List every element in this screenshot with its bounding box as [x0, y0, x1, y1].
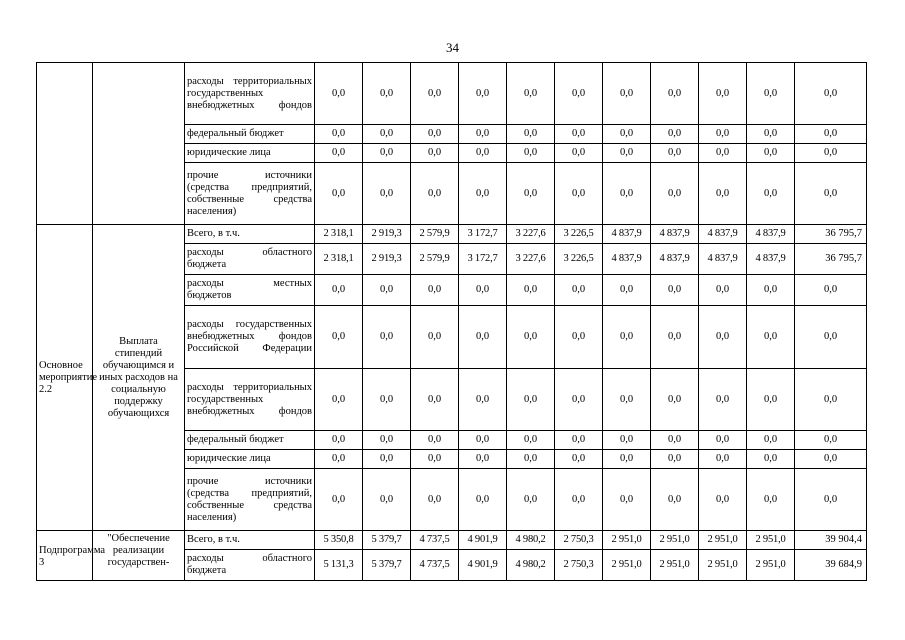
- value-cell: 2 951,0: [699, 531, 747, 550]
- value-cell: 0,0: [363, 306, 411, 369]
- value-cell: 0,0: [555, 469, 603, 531]
- value-cell: 3 226,5: [555, 225, 603, 244]
- value-cell: 3 227,6: [507, 225, 555, 244]
- total-value-cell: 0,0: [795, 469, 867, 531]
- value-cell: 0,0: [507, 275, 555, 306]
- value-cell: 0,0: [699, 306, 747, 369]
- budget-table: [36, 62, 867, 581]
- value-cell: 0,0: [603, 125, 651, 144]
- total-value-cell: 0,0: [795, 306, 867, 369]
- value-cell: 0,0: [315, 450, 363, 469]
- funding-source-cell: расходы государственных внебюджетных фондов Российской Федерации: [185, 306, 315, 369]
- value-cell: 0,0: [459, 306, 507, 369]
- value-cell: 4 901,9: [459, 550, 507, 581]
- value-cell: 0,0: [459, 275, 507, 306]
- value-cell: 0,0: [699, 369, 747, 431]
- value-cell: 0,0: [507, 163, 555, 225]
- value-cell: 0,0: [555, 431, 603, 450]
- value-cell: 2 318,1: [315, 244, 363, 275]
- value-cell: 0,0: [747, 63, 795, 125]
- value-cell: 0,0: [555, 163, 603, 225]
- value-cell: 0,0: [459, 369, 507, 431]
- funding-source-cell: расходы территориальных государственных внебюджетных фондов: [185, 63, 315, 125]
- value-cell: 0,0: [315, 431, 363, 450]
- value-cell: 0,0: [411, 431, 459, 450]
- value-cell: 2 318,1: [315, 225, 363, 244]
- value-cell: 0,0: [411, 306, 459, 369]
- total-value-cell: 0,0: [795, 275, 867, 306]
- value-cell: 0,0: [459, 125, 507, 144]
- value-cell: 0,0: [555, 63, 603, 125]
- value-cell: 0,0: [651, 275, 699, 306]
- value-cell: 0,0: [555, 369, 603, 431]
- value-cell: 0,0: [315, 63, 363, 125]
- page-number: 34: [446, 40, 459, 55]
- value-cell: 0,0: [699, 275, 747, 306]
- value-cell: 5 350,8: [315, 531, 363, 550]
- value-cell: 0,0: [651, 63, 699, 125]
- value-cell: 3 172,7: [459, 244, 507, 275]
- value-cell: 2 951,0: [747, 531, 795, 550]
- value-cell: 0,0: [315, 163, 363, 225]
- total-value-cell: 0,0: [795, 63, 867, 125]
- funding-source-cell: Всего, в т.ч.: [185, 531, 315, 550]
- value-cell: 0,0: [555, 275, 603, 306]
- value-cell: 0,0: [699, 431, 747, 450]
- value-cell: 4 737,5: [411, 550, 459, 581]
- value-cell: 0,0: [507, 369, 555, 431]
- total-value-cell: 0,0: [795, 163, 867, 225]
- value-cell: 0,0: [699, 469, 747, 531]
- value-cell: 0,0: [363, 369, 411, 431]
- value-cell: 0,0: [651, 163, 699, 225]
- funding-source-cell: Всего, в т.ч.: [185, 225, 315, 244]
- value-cell: 0,0: [747, 450, 795, 469]
- total-value-cell: 0,0: [795, 144, 867, 163]
- value-cell: 2 919,3: [363, 225, 411, 244]
- value-cell: 3 226,5: [555, 244, 603, 275]
- funding-source-cell: федеральный бюджет: [185, 125, 315, 144]
- value-cell: 0,0: [651, 450, 699, 469]
- value-cell: 4 837,9: [603, 244, 651, 275]
- value-cell: 0,0: [411, 469, 459, 531]
- value-cell: 4 901,9: [459, 531, 507, 550]
- value-cell: 0,0: [507, 469, 555, 531]
- value-cell: 0,0: [603, 163, 651, 225]
- value-cell: 4 837,9: [699, 244, 747, 275]
- value-cell: 0,0: [699, 63, 747, 125]
- value-cell: 0,0: [507, 125, 555, 144]
- value-cell: 0,0: [459, 163, 507, 225]
- funding-source-cell: расходы территориальных государственных внебюджетных фондов: [185, 369, 315, 431]
- value-cell: 4 837,9: [747, 225, 795, 244]
- funding-source-cell: расходы областного бюджета: [185, 244, 315, 275]
- value-cell: 0,0: [459, 469, 507, 531]
- value-cell: 2 579,9: [411, 225, 459, 244]
- value-cell: 0,0: [411, 63, 459, 125]
- funding-source-cell: прочие источники (средства предприятий, собственные средства населения): [185, 469, 315, 531]
- value-cell: 0,0: [603, 431, 651, 450]
- total-value-cell: 0,0: [795, 450, 867, 469]
- funding-source-cell: расходы областного бюджета: [185, 550, 315, 581]
- value-cell: 0,0: [315, 144, 363, 163]
- value-cell: 0,0: [507, 450, 555, 469]
- value-cell: 2 951,0: [699, 550, 747, 581]
- event-description-cell: [93, 63, 185, 225]
- value-cell: 0,0: [363, 125, 411, 144]
- value-cell: 0,0: [315, 306, 363, 369]
- total-value-cell: 36 795,7: [795, 225, 867, 244]
- budget-table-body: [37, 63, 867, 581]
- value-cell: 0,0: [651, 469, 699, 531]
- value-cell: 4 737,5: [411, 531, 459, 550]
- total-value-cell: 36 795,7: [795, 244, 867, 275]
- value-cell: 0,0: [507, 431, 555, 450]
- value-cell: 0,0: [747, 369, 795, 431]
- value-cell: 0,0: [459, 63, 507, 125]
- value-cell: 0,0: [459, 450, 507, 469]
- value-cell: 0,0: [315, 125, 363, 144]
- value-cell: 0,0: [363, 275, 411, 306]
- total-value-cell: 0,0: [795, 431, 867, 450]
- value-cell: 0,0: [555, 144, 603, 163]
- value-cell: 2 951,0: [747, 550, 795, 581]
- value-cell: 0,0: [411, 163, 459, 225]
- value-cell: 0,0: [747, 306, 795, 369]
- value-cell: 0,0: [411, 125, 459, 144]
- value-cell: 0,0: [459, 431, 507, 450]
- value-cell: 0,0: [315, 369, 363, 431]
- value-cell: 0,0: [555, 125, 603, 144]
- value-cell: 2 919,3: [363, 244, 411, 275]
- value-cell: 0,0: [459, 144, 507, 163]
- value-cell: 0,0: [363, 63, 411, 125]
- value-cell: 0,0: [363, 431, 411, 450]
- value-cell: 0,0: [603, 369, 651, 431]
- value-cell: 0,0: [699, 450, 747, 469]
- value-cell: 0,0: [651, 306, 699, 369]
- value-cell: 4 837,9: [651, 244, 699, 275]
- table-row: [37, 225, 867, 244]
- total-value-cell: 39 684,9: [795, 550, 867, 581]
- value-cell: 2 951,0: [603, 550, 651, 581]
- value-cell: 2 951,0: [651, 550, 699, 581]
- value-cell: 0,0: [363, 163, 411, 225]
- value-cell: 2 951,0: [651, 531, 699, 550]
- value-cell: 0,0: [651, 125, 699, 144]
- value-cell: 0,0: [411, 275, 459, 306]
- value-cell: 2 750,3: [555, 531, 603, 550]
- value-cell: 0,0: [555, 450, 603, 469]
- value-cell: 0,0: [411, 450, 459, 469]
- value-cell: 0,0: [363, 144, 411, 163]
- value-cell: 0,0: [603, 275, 651, 306]
- value-cell: 0,0: [603, 450, 651, 469]
- value-cell: 0,0: [315, 469, 363, 531]
- value-cell: 4 837,9: [603, 225, 651, 244]
- value-cell: 0,0: [699, 144, 747, 163]
- funding-source-cell: прочие источники (средства предприятий, собственные средства населения): [185, 163, 315, 225]
- funding-source-cell: расходы местных бюджетов: [185, 275, 315, 306]
- value-cell: 0,0: [411, 369, 459, 431]
- main-event-cell: [37, 63, 93, 225]
- value-cell: 0,0: [747, 125, 795, 144]
- value-cell: 4 980,2: [507, 550, 555, 581]
- value-cell: 0,0: [603, 144, 651, 163]
- value-cell: 2 750,3: [555, 550, 603, 581]
- table-row: [37, 63, 867, 125]
- value-cell: 2 579,9: [411, 244, 459, 275]
- value-cell: 0,0: [699, 125, 747, 144]
- value-cell: 4 837,9: [651, 225, 699, 244]
- event-description-cell: Выплата стипендий обучающимся и иных расходов на социальную поддержку обучающихся: [93, 225, 185, 531]
- value-cell: 0,0: [603, 63, 651, 125]
- funding-source-cell: федеральный бюджет: [185, 431, 315, 450]
- subprogram-description-cell: "Обеспечение реализации государствен-: [93, 531, 185, 581]
- value-cell: 2 951,0: [603, 531, 651, 550]
- funding-source-cell: юридические лица: [185, 144, 315, 163]
- value-cell: 0,0: [507, 63, 555, 125]
- total-value-cell: 0,0: [795, 369, 867, 431]
- subprogram-cell: Подпрограмма 3: [37, 531, 93, 581]
- value-cell: 4 980,2: [507, 531, 555, 550]
- value-cell: 0,0: [315, 275, 363, 306]
- value-cell: 5 379,7: [363, 550, 411, 581]
- value-cell: 0,0: [747, 431, 795, 450]
- value-cell: 0,0: [651, 144, 699, 163]
- value-cell: 0,0: [555, 306, 603, 369]
- value-cell: 4 837,9: [699, 225, 747, 244]
- value-cell: 0,0: [507, 144, 555, 163]
- value-cell: 4 837,9: [747, 244, 795, 275]
- table-row: [37, 531, 867, 550]
- funding-source-cell: юридические лица: [185, 450, 315, 469]
- value-cell: 0,0: [411, 144, 459, 163]
- value-cell: 0,0: [651, 431, 699, 450]
- value-cell: 3 172,7: [459, 225, 507, 244]
- value-cell: 0,0: [747, 163, 795, 225]
- value-cell: 3 227,6: [507, 244, 555, 275]
- value-cell: 5 379,7: [363, 531, 411, 550]
- main-event-cell: Основное мероприятие 2.2: [37, 225, 93, 531]
- total-value-cell: 0,0: [795, 125, 867, 144]
- value-cell: 5 131,3: [315, 550, 363, 581]
- value-cell: 0,0: [651, 369, 699, 431]
- value-cell: 0,0: [699, 163, 747, 225]
- value-cell: 0,0: [603, 306, 651, 369]
- value-cell: 0,0: [747, 144, 795, 163]
- value-cell: 0,0: [747, 275, 795, 306]
- value-cell: 0,0: [507, 306, 555, 369]
- value-cell: 0,0: [603, 469, 651, 531]
- total-value-cell: 39 904,4: [795, 531, 867, 550]
- value-cell: 0,0: [363, 450, 411, 469]
- value-cell: 0,0: [747, 469, 795, 531]
- value-cell: 0,0: [363, 469, 411, 531]
